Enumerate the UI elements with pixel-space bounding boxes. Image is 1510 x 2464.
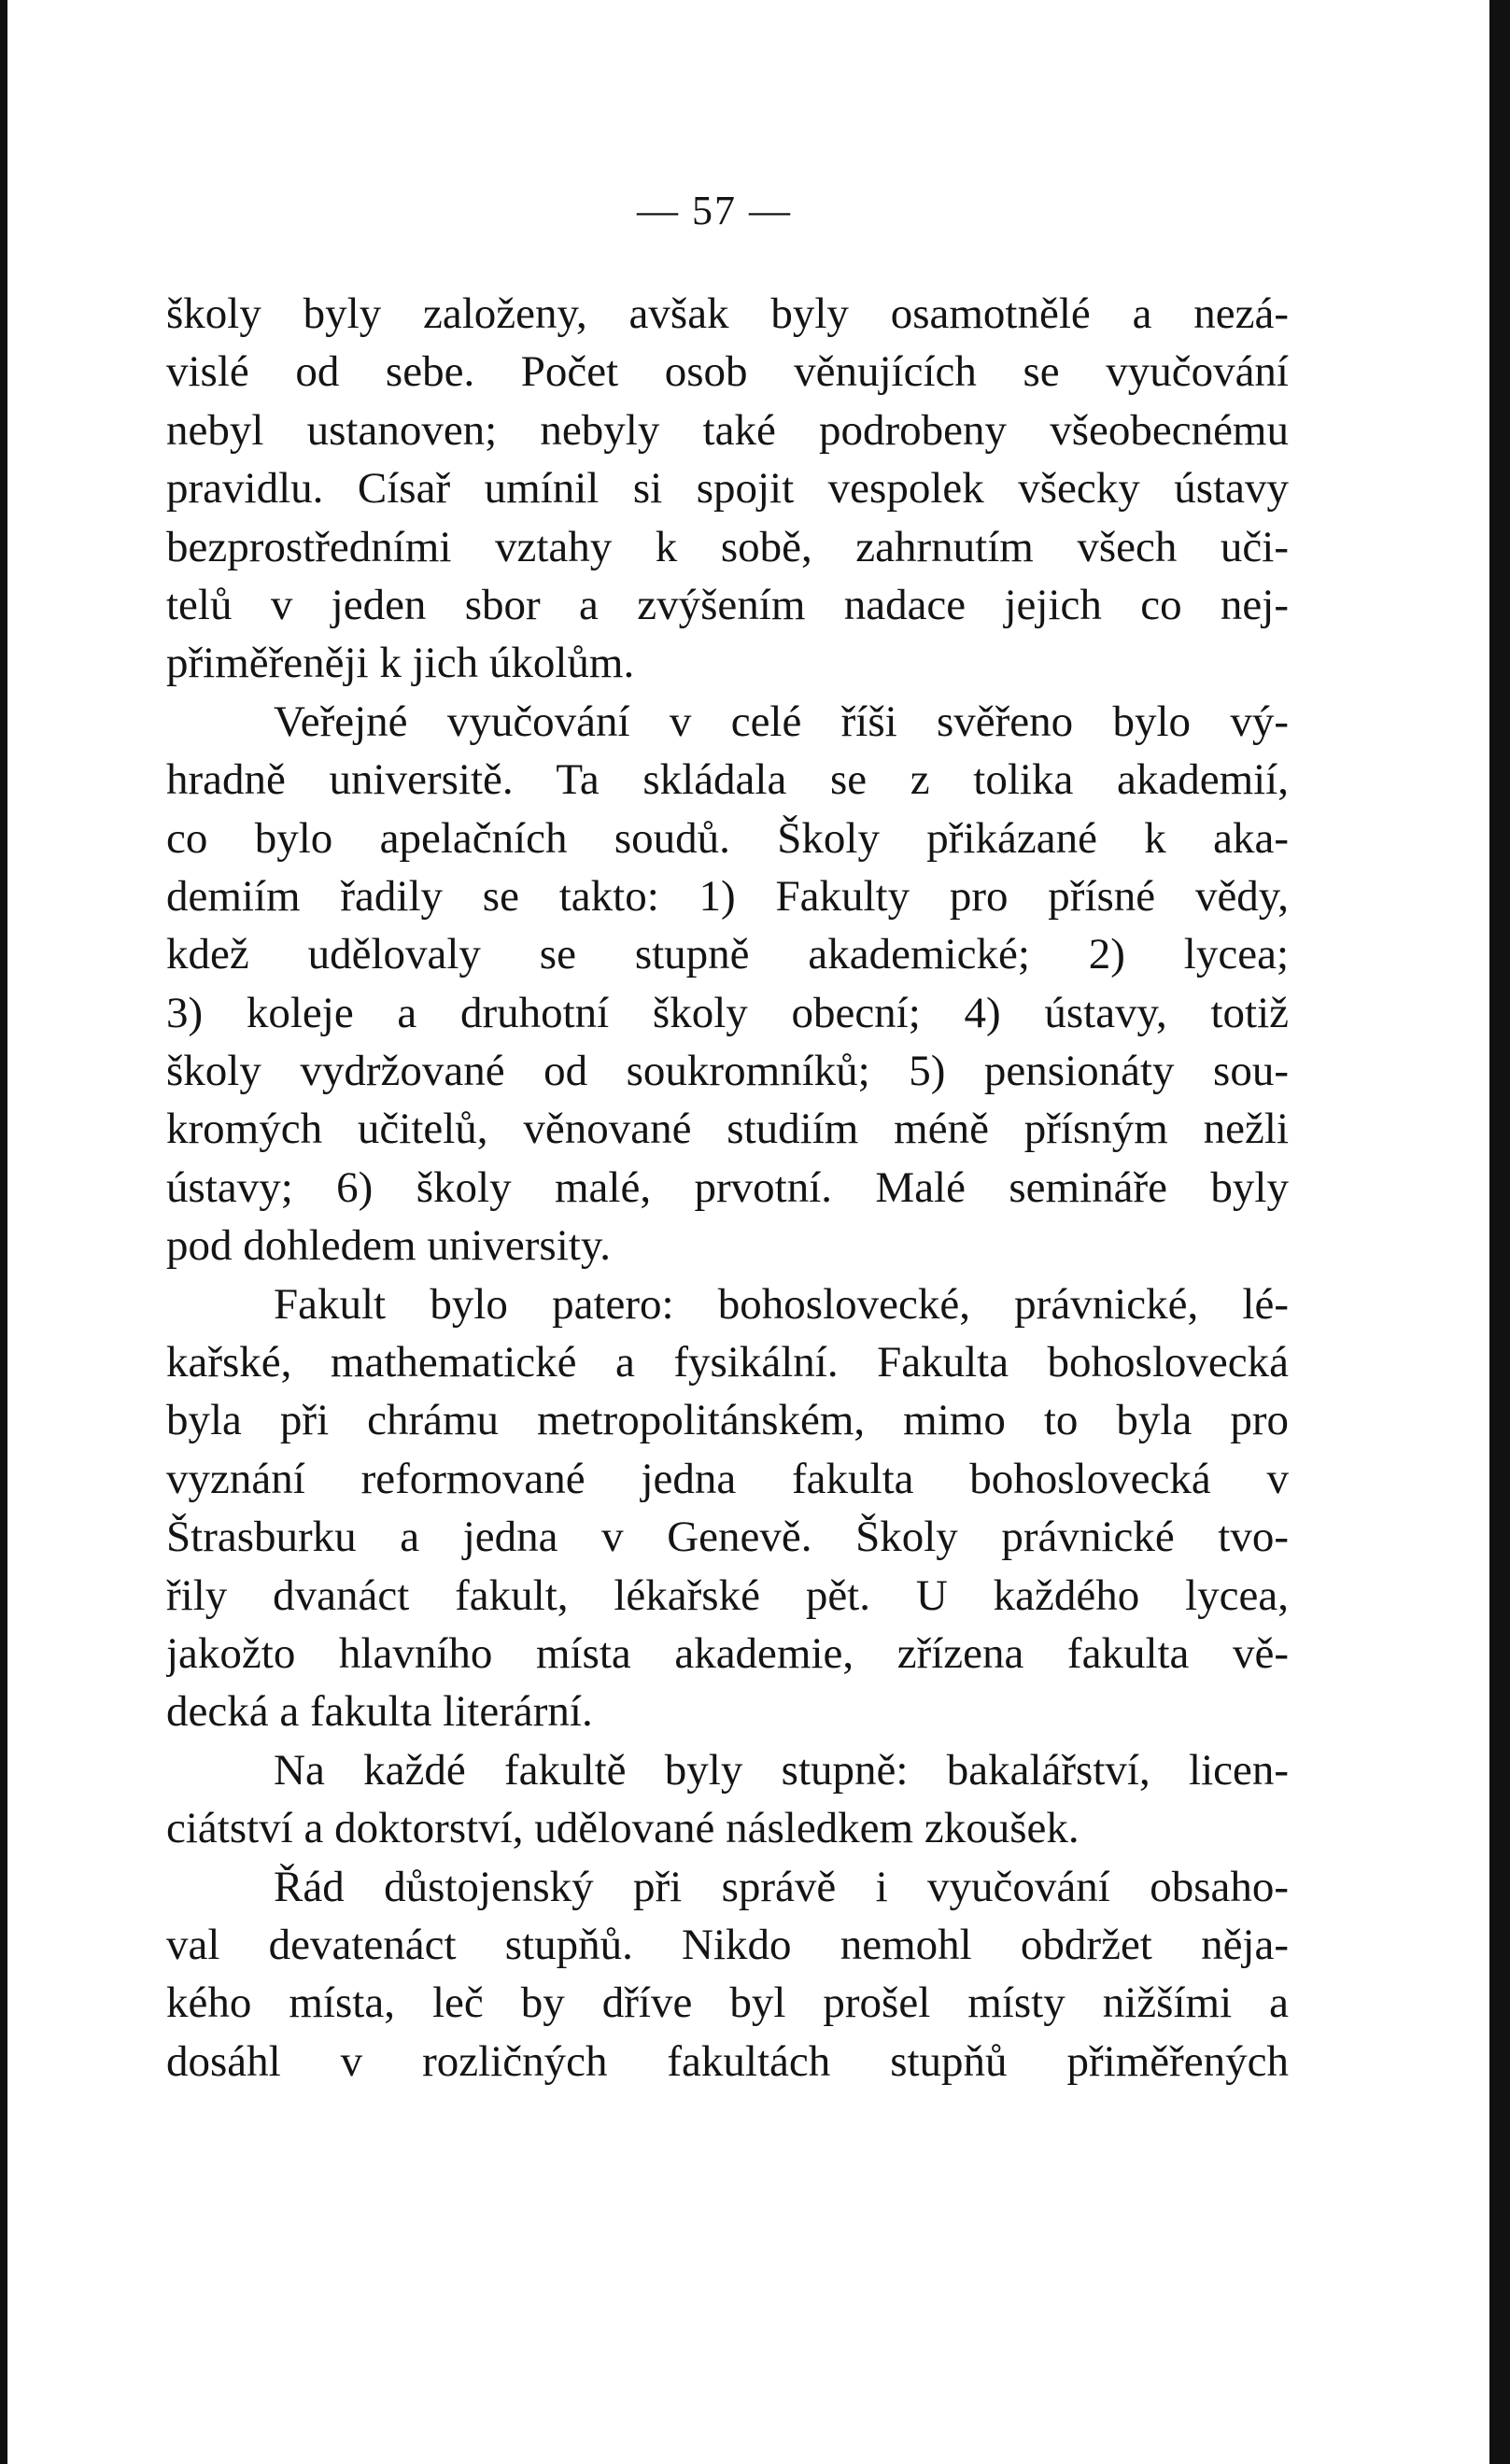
text-line: školy vydržované od soukromníků; 5) pensionáty sou- bbox=[166, 1047, 1289, 1096]
body-text bbox=[166, 285, 1289, 2091]
text-line: bezprostředními vztahy k sobě, zahrnutím všech uči- bbox=[166, 522, 1289, 571]
text-line: školy byly založeny, avšak byly osamotnělé a nezá- bbox=[166, 289, 1289, 338]
text-line: Štrasburku a jedna v Genevě. Školy právnické tvo- bbox=[166, 1513, 1289, 1562]
text-line: byla při chrámu metropolitánském, mimo to byla pro bbox=[166, 1396, 1289, 1445]
text-line: kdež udělovaly se stupně akademické; 2) lycea; bbox=[166, 930, 1289, 979]
text-line: decká a fakulta literární. bbox=[166, 1687, 593, 1737]
text-line: kromých učitelů, věnované studiím méně přísným nežli bbox=[166, 1105, 1289, 1154]
text-line: dosáhl v rozličných fakultách stupňů přiměřených bbox=[166, 2036, 1289, 2086]
text-line: přiměřeněji k jich úkolům. bbox=[166, 639, 635, 688]
text-line: pod dohledem university. bbox=[166, 1221, 612, 1271]
text-line: Veřejné vyučování v celé říši svěřeno bylo vý- bbox=[274, 697, 1289, 746]
text-line: hradně universitě. Ta skládala se z tolika akademií, bbox=[166, 755, 1289, 805]
text-line: Fakult bylo patero: bohoslovecké, právnické, lé- bbox=[274, 1279, 1289, 1329]
text-line: nebyl ustanoven; nebyly také podrobeny všeobecnému bbox=[166, 405, 1289, 455]
text-line: vislé od sebe. Počet osob věnujících se vyučování bbox=[166, 347, 1289, 397]
text-line: pravidlu. Císař umínil si spojit vespolek všecky ústavy bbox=[166, 464, 1289, 514]
text-line: ústavy; 6) školy malé, prvotní. Malé semináře byly bbox=[166, 1162, 1289, 1212]
text-line: telů v jeden sbor a zvýšením nadace jejich co nej- bbox=[166, 580, 1289, 629]
text-line: Na každé fakultě byly stupně: bakalářství, licen- bbox=[274, 1745, 1289, 1795]
text-line: jakožto hlavního místa akademie, zřízena fakulta vě- bbox=[166, 1628, 1289, 1678]
text-line: řily dvanáct fakult, lékařské pět. U každého lycea, bbox=[166, 1570, 1289, 1620]
text-line: ciátství a doktorství, udělované následkem zkoušek. bbox=[166, 1804, 1080, 1853]
scan-right-edge bbox=[1489, 0, 1510, 2464]
text-line: co bylo apelačních soudů. Školy přikázané k aka- bbox=[166, 813, 1289, 863]
text-line: kého místa, leč by dříve byl prošel místy nižšími a bbox=[166, 1978, 1289, 2028]
text-line: Řád důstojenský při správě i vyučování obsaho- bbox=[274, 1862, 1289, 1911]
text-line: vyznání reformované jedna fakulta bohoslovecká v bbox=[166, 1454, 1289, 1503]
text-line: val devatenáct stupňů. Nikdo nemohl obdržet něja- bbox=[166, 1920, 1289, 1969]
text-line: 3) koleje a druhotní školy obecní; 4) ústavy, totiž bbox=[166, 988, 1289, 1037]
scan-left-edge bbox=[0, 0, 7, 2464]
page-number: — 57 — bbox=[637, 188, 792, 233]
text-line: kařské, mathematické a fysikální. Fakulta bohoslovecká bbox=[166, 1338, 1289, 1387]
text-line: demiím řadily se takto: 1) Fakulty pro přísné vědy, bbox=[166, 871, 1289, 921]
